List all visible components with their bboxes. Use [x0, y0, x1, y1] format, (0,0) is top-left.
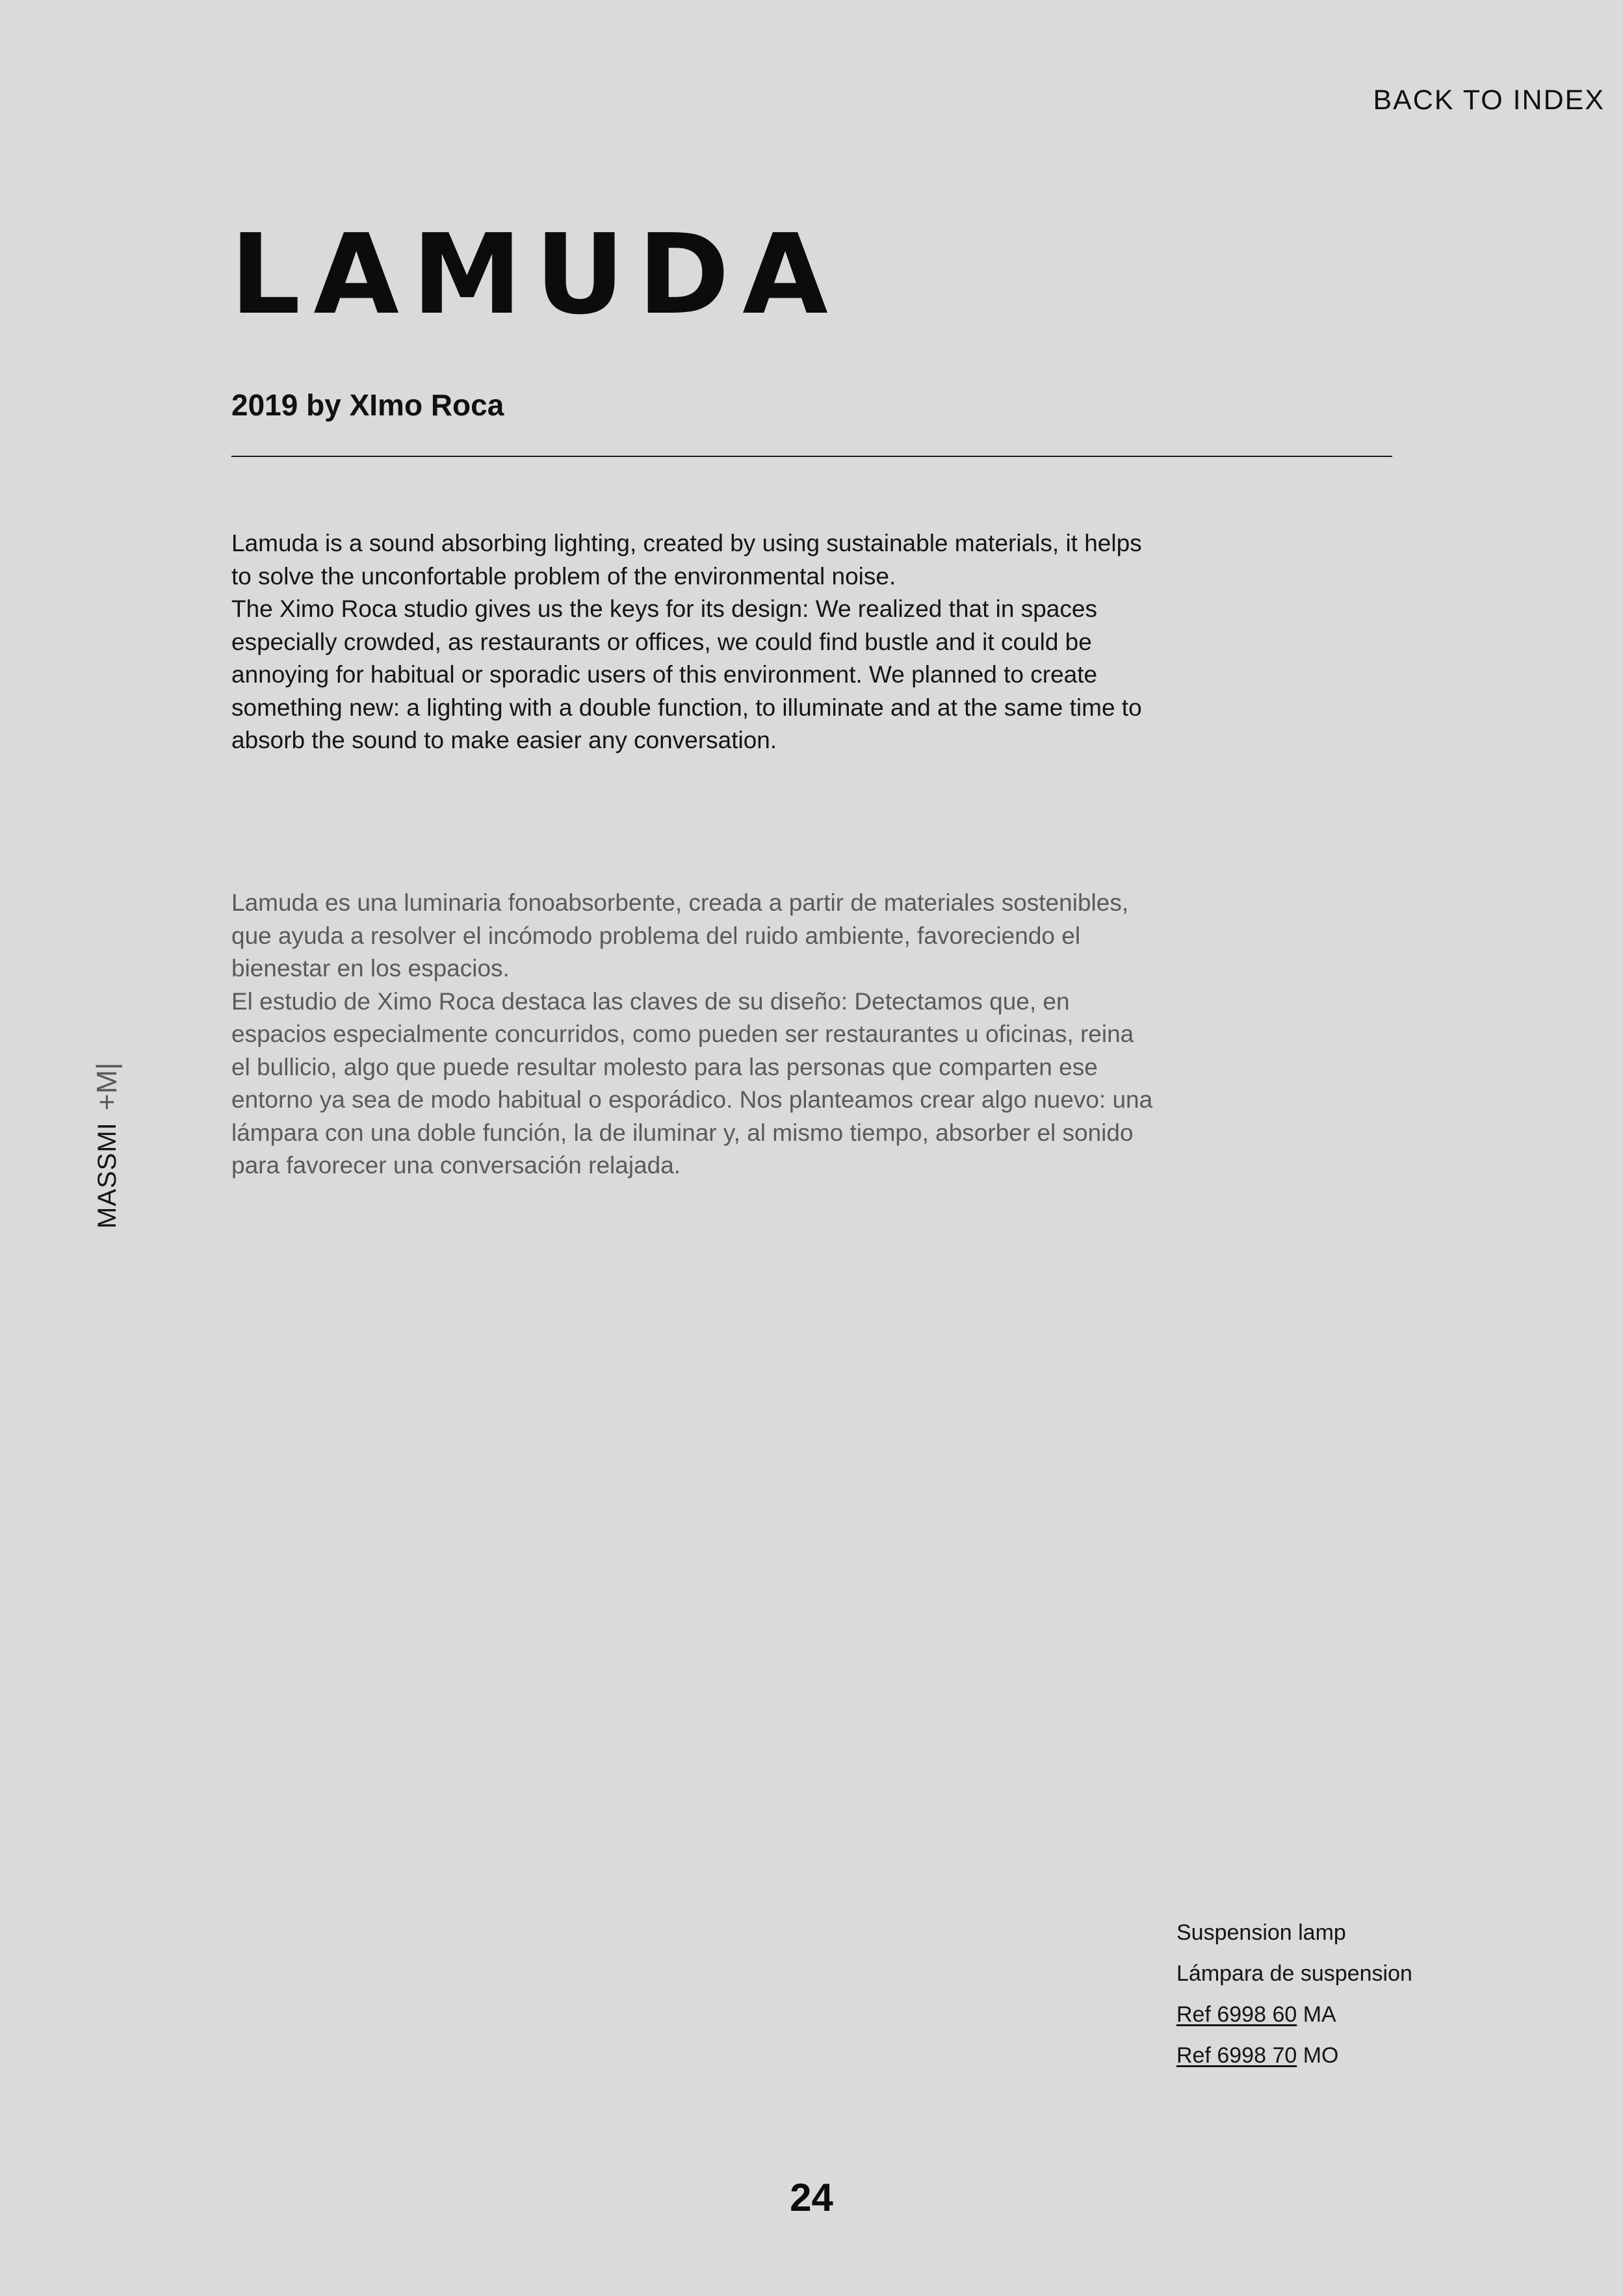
- product-subtitle: 2019 by XImo Roca: [231, 388, 504, 422]
- brand-name: MASSMI: [92, 1122, 122, 1229]
- brand-mark-icon: +M|: [91, 1062, 123, 1111]
- spec-type-en: Suspension lamp: [1176, 1920, 1346, 1945]
- product-title: LAMUDA: [230, 211, 841, 339]
- spec-ref-row: [1176, 2035, 1412, 2076]
- description-spanish: [231, 887, 1154, 1182]
- ref-link[interactable]: Ref 6998 60: [1176, 2002, 1297, 2027]
- spec-ref-row: [1176, 1994, 1412, 2035]
- ref-finish: MO: [1303, 2043, 1339, 2068]
- ref-finish: MA: [1303, 2002, 1336, 2027]
- page-number: 24: [790, 2176, 833, 2219]
- product-spec: [1176, 1912, 1412, 2076]
- description-es-paragraph: El estudio de Ximo Roca destaca las claves de su diseño: Detectamos que, en espacios especialmente concurridos, como pueden ser restaurantes u oficinas, reina el bullicio, algo que puede resultar molesto para las personas que comparten ese entorno ya sea de modo habitual o esporádico. Nos planteamos crear algo nuevo: una lámpara con una doble función, la de iluminar y, al mismo tiempo, absorber el sonido para favorecer una conversación relajada.: [231, 987, 1153, 1179]
- description-english: [231, 527, 1154, 757]
- back-to-index-link[interactable]: BACK TO INDEX: [1373, 85, 1605, 116]
- description-en-paragraph: Lamuda is a sound absorbing lighting, created by using sustainable materials, it helps to solve the unconfortable problem of the environmental noise.: [231, 530, 1142, 590]
- description-es-paragraph: Lamuda es una luminaria fonoabsorbente, creada a partir de materiales sostenibles, que ayuda a resolver el incómodo problema del ruido ambiente, favoreciendo el bienestar en los espacios.: [231, 889, 1129, 982]
- spec-type-es: Lámpara de suspension: [1176, 1961, 1412, 1986]
- brand-logo-vertical: [91, 1062, 123, 1229]
- ref-link[interactable]: Ref 6998 70: [1176, 2043, 1297, 2068]
- title-divider: [231, 456, 1392, 457]
- description-en-paragraph: The Ximo Roca studio gives us the keys for its design: We realized that in spaces especially crowded, as restaurants or offices, we could find bustle and it could be annoying for habitual or sporadic users of this environment. We planned to create something new: a lighting with a double function, to illuminate and at the same time to absorb the sound to make easier any conversation.: [231, 595, 1142, 753]
